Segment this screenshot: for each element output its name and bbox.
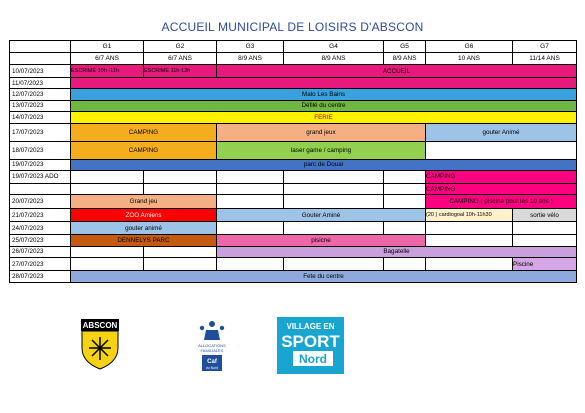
activity-cell: ESCRIME 10h -11h: [71, 65, 144, 78]
activity-cell: [513, 235, 577, 246]
activity-cell: gouter Animé: [426, 123, 577, 141]
activity-cell: [71, 170, 144, 183]
activity-cell: [284, 183, 384, 194]
activity-cell: [144, 258, 217, 271]
table-row: [10, 112, 577, 123]
activity-cell: gouter animé: [71, 222, 217, 235]
table-row: [10, 100, 577, 111]
table-row: [10, 235, 577, 246]
activity-cell: CAMPING: [71, 123, 217, 141]
group-name: G1: [71, 41, 144, 53]
village-en-sport-logo: [277, 317, 344, 374]
group-age: 8/9 ANS: [384, 53, 426, 65]
activity-cell: [71, 78, 577, 89]
activity-cell: [426, 235, 513, 246]
date-cell: 19/07/2023: [10, 159, 71, 170]
date-cell: 10/07/2023: [10, 65, 71, 78]
table-row: [10, 141, 577, 159]
date-cell: 24/07/2023: [10, 222, 71, 235]
activity-cell: CAMPING: [71, 141, 217, 159]
caf-text-2: FAMILIALES: [200, 348, 224, 353]
activity-cell: [284, 222, 384, 235]
date-cell: 27/07/2023: [10, 258, 71, 271]
activity-cell: Gouter Aminé: [217, 209, 426, 222]
activity-cell: ZOO Amiens: [71, 209, 217, 222]
activity-cell: CAMPING: [426, 170, 577, 183]
abscon-logo: [80, 318, 120, 370]
activity-cell: [426, 141, 577, 159]
corner-cell: [10, 53, 71, 65]
activity-cell: [71, 183, 144, 194]
group-age: 8/9 ANS: [217, 53, 284, 65]
date-cell: 17/07/2023: [10, 123, 71, 141]
activity-cell: [284, 170, 384, 183]
activity-cell: Grand jeu: [71, 195, 217, 209]
table-row: [10, 123, 577, 141]
date-cell: [10, 183, 71, 194]
table-row: [10, 209, 577, 222]
caf-text-1: ALLOCATIONS: [198, 343, 226, 348]
activity-cell: [384, 195, 426, 209]
village-text-2: SPORT: [281, 332, 340, 351]
table-row: [10, 89, 577, 100]
activity-cell: [426, 222, 513, 235]
activity-cell: Malo Les Bains: [71, 89, 577, 100]
date-cell: 12/07/2023: [10, 89, 71, 100]
corner-cell: [10, 41, 71, 53]
activity-cell: [217, 222, 284, 235]
abscon-logo-text: ABSCON: [82, 321, 118, 330]
caf-text-3: Caf: [207, 359, 217, 365]
activity-cell: CAMPING: [426, 183, 577, 194]
group-age: 6/7 ANS: [71, 53, 144, 65]
table-row: [10, 183, 577, 194]
table-row: [10, 159, 577, 170]
date-cell: 11/07/2023: [10, 78, 71, 89]
activity-cell: [217, 195, 284, 209]
group-name: G7: [513, 41, 577, 53]
village-text-1: VILLAGE EN: [286, 322, 335, 331]
activity-cell: [217, 258, 284, 271]
activity-cell: parc de Douai: [71, 159, 577, 170]
date-cell: 14/07/2023: [10, 112, 71, 123]
group-name: G5: [384, 41, 426, 53]
activity-cell: pisicne: [217, 235, 426, 246]
caf-text-4: du Nord: [205, 366, 219, 370]
activity-cell: CAMPING ( piscine pour les 10 ans ): [426, 195, 577, 209]
date-cell: 21/07/2023: [10, 209, 71, 222]
activity-cell: laser game / camping: [217, 141, 426, 159]
page-title: ACCUEIL MUNICIPAL DE LOISIRS D'ABSCON: [161, 20, 424, 34]
activity-cell: [384, 222, 426, 235]
group-age: 8/9 ANS: [284, 53, 384, 65]
activity-cell: FERIE: [71, 112, 577, 123]
activity-cell: [384, 258, 426, 271]
activity-cell: [384, 170, 426, 183]
date-cell: 20/07/2023: [10, 195, 71, 209]
group-age: 10 ANS: [426, 53, 513, 65]
group-name: G4: [284, 41, 384, 53]
activity-cell: [71, 258, 144, 271]
caf-logo: [192, 318, 232, 373]
activity-cell: Défilé du centre: [71, 100, 577, 111]
date-cell: 28/07/2023: [10, 271, 71, 282]
activity-cell: [284, 258, 384, 271]
schedule-table: [9, 40, 577, 283]
activity-cell: [217, 183, 284, 194]
group-age: 6/7 ANS: [144, 53, 217, 65]
activity-cell: Bagatelle: [217, 246, 577, 257]
date-cell: 25/07/2023: [10, 235, 71, 246]
group-age: 11/14 ANS: [513, 53, 577, 65]
table-row: [10, 246, 577, 257]
activity-cell: [513, 222, 577, 235]
activity-cell: [144, 183, 217, 194]
activity-cell: ACCUEIL: [217, 65, 577, 78]
table-row: [10, 65, 577, 78]
group-name: G2: [144, 41, 217, 53]
table-row: [10, 78, 577, 89]
activity-cell: [384, 183, 426, 194]
activity-cell: ESCRIME 11h-12h: [144, 65, 217, 78]
activity-cell: grand jeux: [217, 123, 426, 141]
table-row: [10, 170, 577, 183]
activity-cell: Piscine: [513, 258, 577, 271]
activity-cell: [284, 195, 384, 209]
date-cell: 18/07/2023: [10, 141, 71, 159]
activity-cell: [217, 170, 284, 183]
activity-cell: [71, 246, 144, 257]
group-name: G6: [426, 41, 513, 53]
activity-cell: Fete du centre: [71, 271, 577, 282]
table-row: [10, 195, 577, 209]
table-row: [10, 271, 577, 282]
header-row-ages: [10, 53, 577, 65]
village-text-3: Nord: [299, 352, 327, 366]
date-cell: 26/07/2023: [10, 246, 71, 257]
activity-cell: [144, 170, 217, 183]
activity-cell: DENNELYS PARC: [71, 235, 217, 246]
activity-cell: (20 ) cardiogoal 10h-11h30: [426, 209, 513, 222]
date-cell: 13/07/2023: [10, 100, 71, 111]
table-row: [10, 258, 577, 271]
table-row: [10, 222, 577, 235]
header-row-groups: [10, 41, 577, 53]
activity-cell: [426, 258, 513, 271]
activity-cell: sortie vélo: [513, 209, 577, 222]
activity-cell: [144, 246, 217, 257]
date-cell: 19/07/2023 ADO: [10, 170, 71, 183]
group-name: G3: [217, 41, 284, 53]
